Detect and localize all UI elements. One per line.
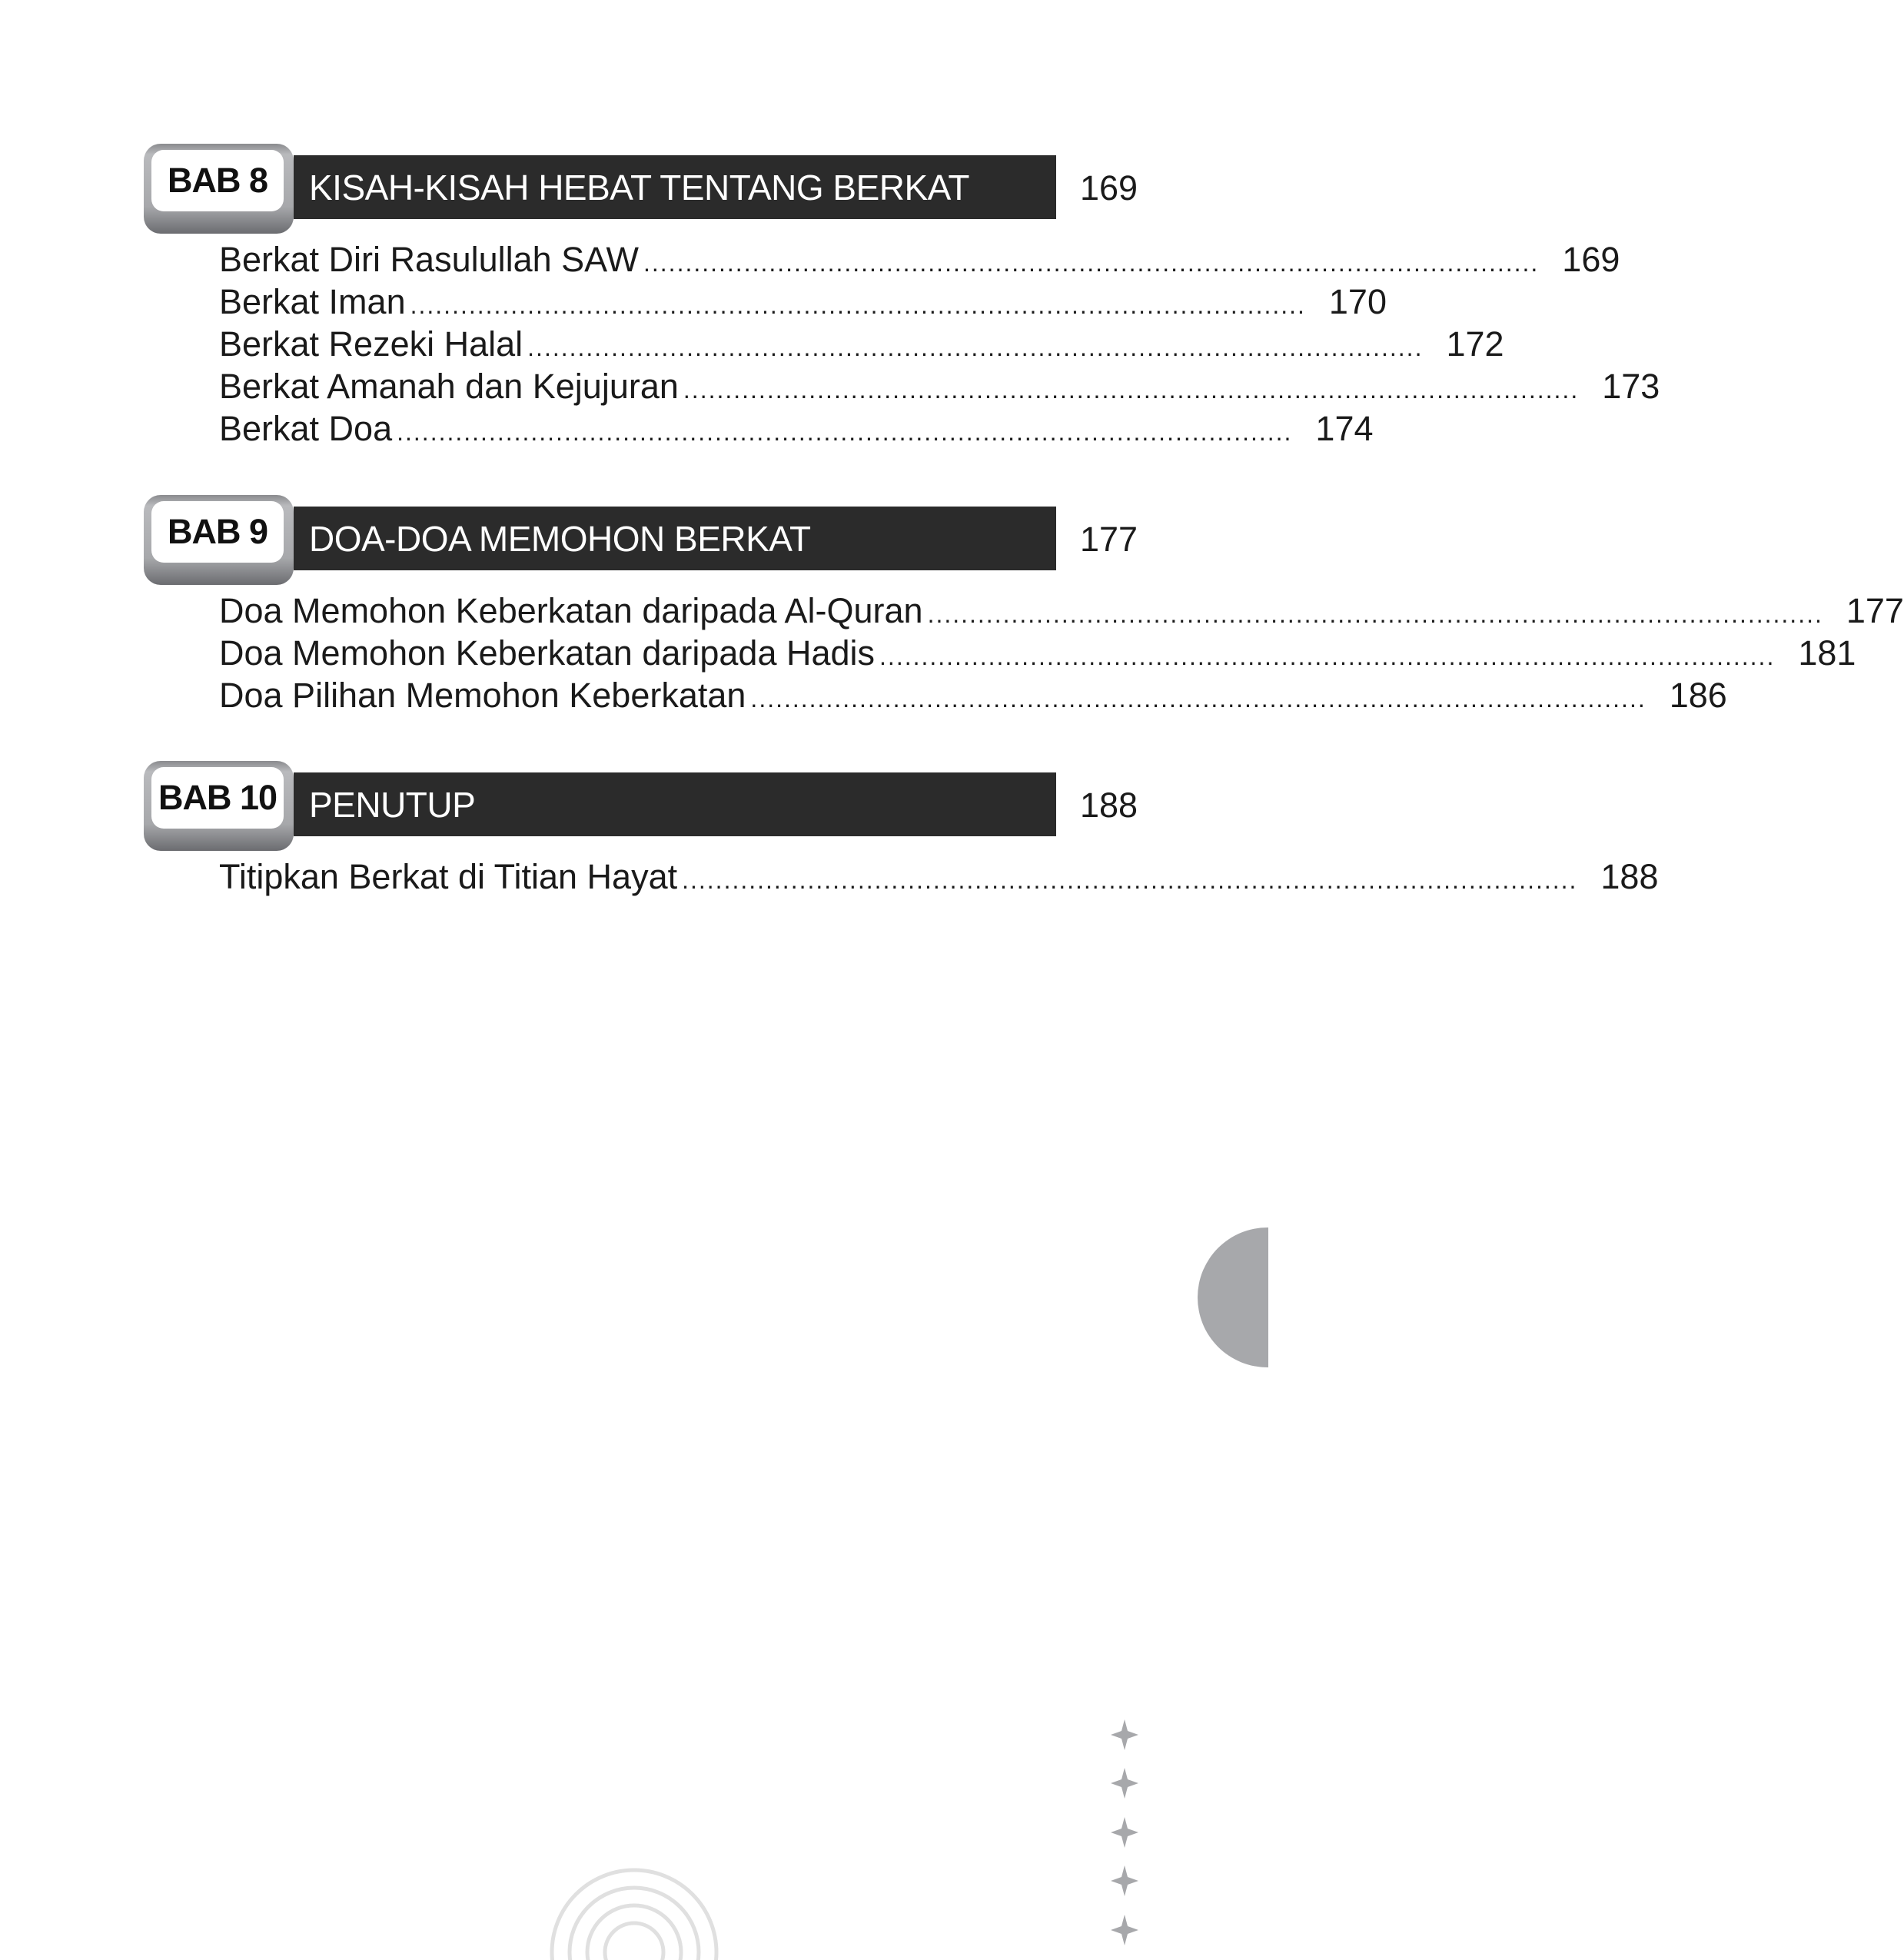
dot-leader: ........................................................................................................... — [643, 249, 1540, 277]
entry-page: 188 — [1600, 857, 1659, 896]
chapter-bab-8 — [144, 144, 1660, 451]
sparkle-icon — [1111, 1865, 1138, 1896]
sparkle-icon — [1111, 1768, 1138, 1799]
chapter-label-badge — [144, 495, 294, 585]
entry-page: 177 — [1846, 591, 1904, 630]
toc-entry[interactable] — [219, 409, 1374, 451]
toc-entry[interactable] — [219, 240, 1620, 282]
thumb-tab-marker — [1198, 1227, 1268, 1367]
entry-page: 173 — [1602, 367, 1660, 406]
entry-page: 174 — [1315, 409, 1374, 448]
chapter-label-badge — [144, 144, 294, 234]
entry-page: 181 — [1798, 633, 1856, 673]
dot-leader: ........................................................................................................... — [397, 418, 1293, 446]
dot-leader: ........................................................................................................... — [927, 600, 1823, 628]
chapter-title-bar: PENUTUP — [294, 772, 1056, 836]
chapter-label-badge — [144, 761, 294, 851]
entry-title: Doa Memohon Keberkatan daripada Hadis — [219, 633, 876, 673]
entry-title: Berkat Diri Rasulullah SAW — [219, 240, 639, 279]
toc-entry[interactable] — [219, 324, 1504, 367]
dot-leader: ........................................................................................................... — [410, 291, 1306, 319]
dot-leader: ........................................................................................................... — [879, 643, 1776, 670]
sparkle-icon — [1111, 1719, 1138, 1750]
dot-leader: ........................................................................................................... — [527, 334, 1424, 361]
chapter-bab-9 — [144, 495, 1904, 726]
entry-page: 170 — [1328, 282, 1387, 321]
chapter-title-bar: KISAH-KISAH HEBAT TENTANG BERKAT — [294, 155, 1056, 219]
entry-title: Berkat Iman — [219, 282, 406, 321]
chapter-label: BAB 9 — [151, 501, 284, 563]
chapter-page: 177 — [1080, 520, 1138, 559]
entry-title: Berkat Doa — [219, 409, 393, 448]
toc-entry[interactable] — [219, 676, 1727, 718]
toc-entry[interactable] — [219, 282, 1387, 324]
entry-page: 172 — [1446, 324, 1504, 364]
toc-entry[interactable] — [219, 591, 1904, 633]
toc-entry[interactable] — [219, 633, 1856, 676]
entry-title: Doa Pilihan Memohon Keberkatan — [219, 676, 746, 715]
entry-title: Titipkan Berkat di Titian Hayat — [219, 857, 678, 896]
chapter-label: BAB 10 — [151, 767, 284, 829]
toc-entry[interactable] — [219, 367, 1660, 409]
chapter-title-bar: DOA-DOA MEMOHON BERKAT — [294, 507, 1056, 570]
entry-title: Berkat Amanah dan Kejujuran — [219, 367, 679, 406]
chapter-page: 169 — [1080, 168, 1138, 208]
dot-leader: ........................................................................................................... — [683, 376, 1580, 404]
chapter-bab-10 — [144, 761, 1659, 915]
dot-leader: ........................................................................................................... — [682, 866, 1578, 894]
entry-title: Berkat Rezeki Halal — [219, 324, 523, 364]
entry-page: 186 — [1669, 676, 1727, 715]
entry-page: 169 — [1562, 240, 1620, 279]
chapter-label: BAB 8 — [151, 150, 284, 211]
sparkle-icon — [1111, 1817, 1138, 1848]
sparkle-icon — [1111, 1915, 1138, 1945]
concentric-rings-decoration — [538, 1852, 738, 1960]
entry-title: Doa Memohon Keberkatan daripada Al-Quran — [219, 591, 923, 630]
toc-entry[interactable] — [219, 857, 1659, 899]
chapter-page: 188 — [1080, 786, 1138, 825]
dot-leader: ........................................................................................................... — [750, 685, 1646, 713]
